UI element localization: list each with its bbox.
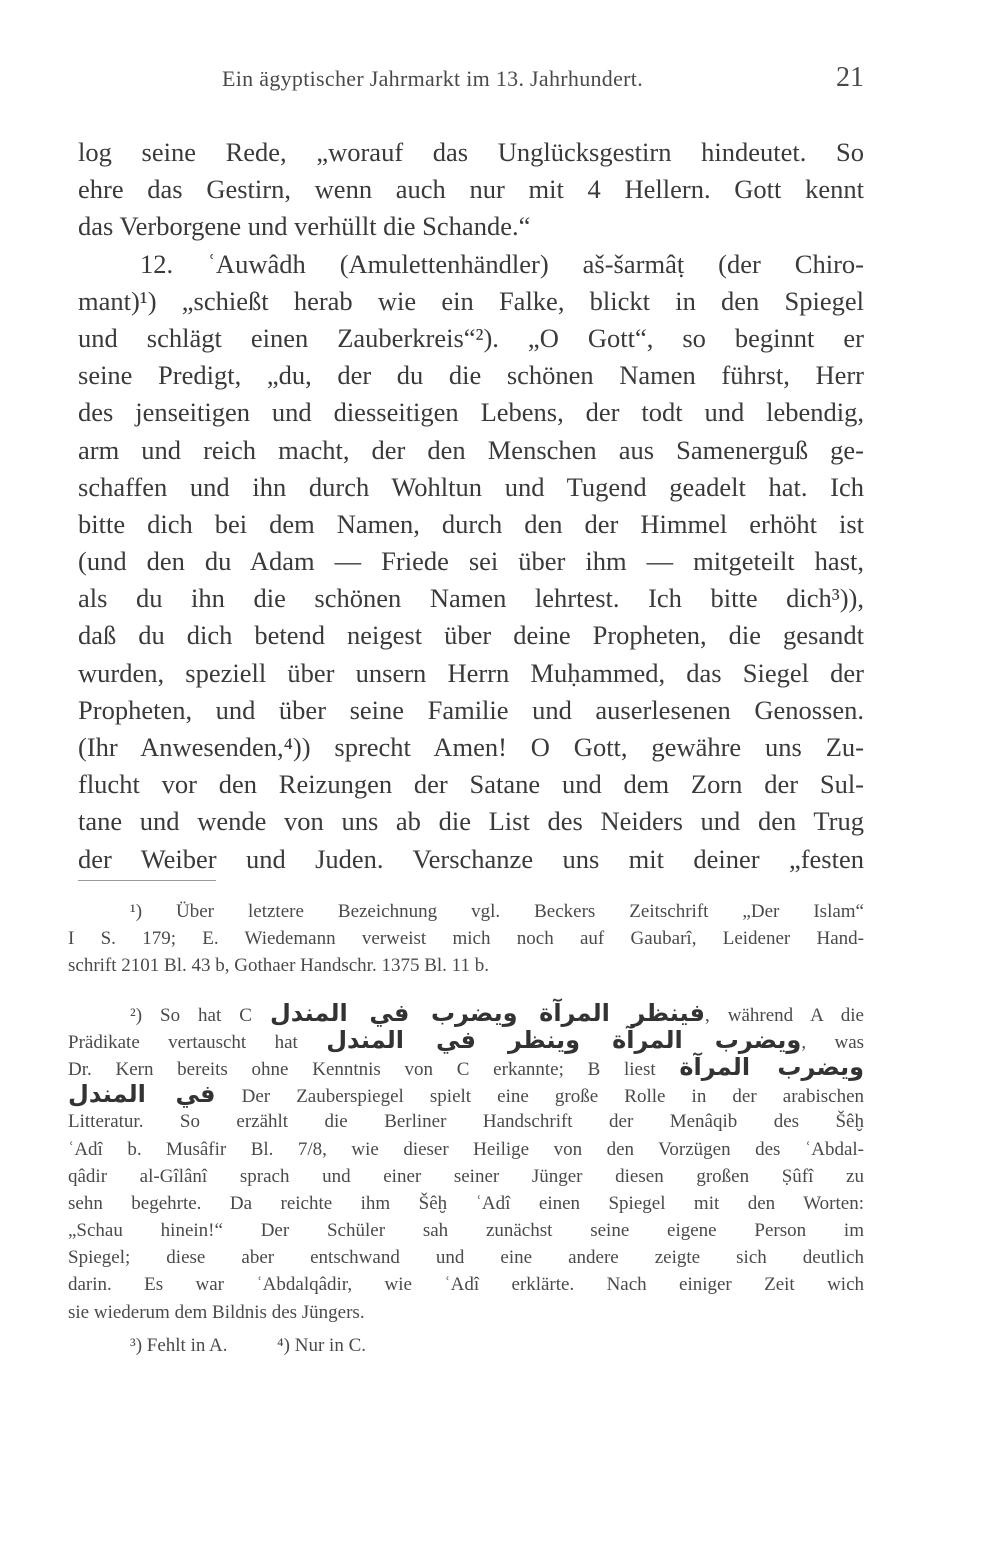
arabic-word: المندل [68,1080,146,1109]
footnote-gap [68,980,864,1000]
arabic-phrase [679,1053,864,1081]
body-text [78,134,864,878]
arabic-word: المرآة [612,1025,683,1054]
arabic-word: المرآة [539,998,610,1027]
footnote-divider [78,880,216,881]
body-line: wurden, speziell über unsern Herrn Muḥammed, das Siegel der [78,657,864,688]
footnote-3: ³) Fehlt in A. [130,1334,228,1356]
footnote-2-text: , was [801,1031,865,1053]
arabic-phrase [270,999,705,1027]
body-line: (und den du Adam — Friede sei über ihm — mitgeteilt hast, [78,546,864,577]
footnote-2-text: Der Zauberspiegel spielt eine große Rolle in der arabischen [241,1086,865,1108]
footnote-2-line: qâdir al-Gîlânî sprach und einer seiner Jünger diesen großen Ṣûfî zu [68,1165,864,1187]
body-line: 12. ʿAuwâdh (Amulettenhändler) aš-šarmâṭ (der Chiro- [140,248,864,279]
running-header [78,62,864,106]
body-line: mant)¹) „schießt herab wie ein Falke, blickt in den Spiegel [78,285,864,316]
arabic-word: فينظر [631,998,706,1027]
footnote-1-line: ¹) Über letztere Bezeichnung vgl. Beckers Zeitschrift „Der Islam“ [130,901,864,922]
footnote-2-line: Litteratur. So erzählt die Berliner Handschrift der Menâqib des Šêḫ [68,1111,864,1133]
arabic-word: في [175,1080,216,1109]
footnote-2-text: Dr. Kern bereits ohne Kenntnis von C erkannte; B liest [68,1058,656,1080]
footnote-2-line [68,1054,864,1081]
footnote-2-line: Spiegel; diese aber entschwand und eine andere zeigte sich deutlich [68,1247,864,1269]
body-line: der Weiber und Juden. Verschanze uns mit deiner „festen [78,843,864,874]
body-line: das Verborgene und verhüllt die Schande.“ [78,211,531,242]
body-line: log seine Rede, „worauf das Unglücksgestirn hindeutet. So [78,137,864,167]
footnote-2-line [68,1081,864,1108]
footnote-1-line: schrift 2101 Bl. 43 b, Gothaer Handschr. 1375 Bl. 11 b. [68,955,489,977]
body-line: (Ihr Anwesenden,⁴)) sprecht Amen! O Gott, gewähre uns Zu- [78,732,864,762]
arabic-word: ويضرب [430,998,518,1027]
footnote-2-text: ²) So hat C [130,1004,252,1026]
body-line: und schlägt einen Zauberkreis“²). „O Gott“, so beginnt er [78,322,864,353]
footnote-2-line: sehn begehrte. Da reichte ihm Šêḫ ʿAdî einen Spiegel mit den Worten: [68,1192,864,1214]
footnote-2-line: sie wiederum dem Bildnis des Jüngers. [68,1301,365,1323]
running-title: Ein ägyptischer Jahrmarkt im 13. Jahrhundert. [222,66,644,91]
body-line: seine Predigt, „du, der du die schönen Namen führst, Herr [78,360,864,391]
body-line: schaffen und ihn durch Wohltun und Tugend geadelt hat. Ich [78,471,864,502]
footnote-3-4-line [68,1332,864,1359]
footnote-2-line: „Schau hinein!“ Der Schüler sah zunächst seine eigene Person im [68,1220,864,1242]
body-line: flucht vor den Reizungen der Satane und dem Zorn der Sul- [78,769,864,800]
arabic-word: ويضرب [714,1025,802,1054]
footnote-2-line [68,1027,864,1054]
arabic-word: في [436,1025,477,1054]
arabic-word: المندل [269,998,348,1027]
body-line: tane und wende von uns ab die List des Neiders und den Trug [78,806,864,837]
footnote-2-text: Prädikate vertauscht hat [68,1031,298,1053]
footnote-4: ⁴) Nur in C. [277,1334,366,1356]
body-line: daß du dich betend neigest über deine Propheten, die gesandt [78,620,864,651]
body-line: des jenseitigen und diesseitigen Lebens, der todt und lebendig, [78,397,864,428]
arabic-word: المرآة [679,1052,751,1081]
arabic-phrase [68,1080,216,1108]
footnote-2-line [68,1000,864,1027]
body-line: arm und reich macht, der den Menschen aus Samenerguß ge- [78,434,864,465]
body-line: ehre das Gestirn, wenn auch nur mit 4 Hellern. Gott kennt [78,174,864,205]
body-line: als du ihn die schönen Namen lehrtest. Ich bitte dich³)), [78,583,864,614]
arabic-word: وينظر [508,1025,581,1054]
arabic-word: في [369,998,410,1027]
page-number: 21 [836,62,864,93]
footnote-2-text: , während A die [705,1004,864,1026]
footnotes [68,898,864,1359]
footnote-1-line: I S. 179; E. Wiedemann verweist mich noch auf Gaubarî, Leidener Hand- [68,928,864,950]
arabic-word: ويضرب [777,1052,865,1081]
footnote-2-line: darin. Es war ʿAbdalqâdir, wie ʿAdî erklärte. Nach einiger Zeit wich [68,1274,864,1296]
arabic-phrase [326,1026,801,1054]
body-line: bitte dich bei dem Namen, durch den der Himmel erhöht ist [78,508,864,539]
arabic-word: المندل [326,1025,405,1054]
body-line: Propheten, und über seine Familie und auserlesenen Genossen. [78,694,864,725]
footnote-2-line: ʿAdî b. Musâfir Bl. 7/8, wie dieser Heilige von den Vorzügen des ʿAbdal- [68,1138,864,1160]
